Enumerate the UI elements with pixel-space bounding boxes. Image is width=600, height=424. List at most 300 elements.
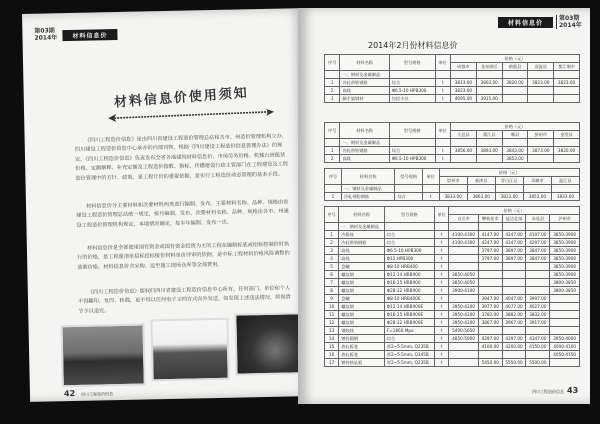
price-cell [550, 319, 580, 327]
seq-cell: 15 [325, 343, 339, 351]
spec-cell: Φ28-32 HRB400E [384, 319, 434, 327]
spec-cell: 综合 [389, 79, 435, 87]
publication-name: 四川工程造价信息 [81, 391, 114, 397]
seq-cell: 3 [325, 95, 340, 103]
city-header: 崇州市 [439, 177, 467, 185]
spec-cell: 厚2~5.5mm, Q235B [384, 343, 434, 351]
price-cell: 4100-4300 [449, 231, 479, 239]
table-body [325, 147, 580, 163]
table-row [325, 231, 580, 239]
table-row [325, 271, 580, 279]
price-cell [502, 279, 526, 287]
price-cell: 3782.00 [478, 311, 502, 319]
issue-year: 2014年 [34, 34, 58, 42]
seq-cell: 8 [325, 287, 339, 295]
table-row [325, 319, 580, 327]
price-cell [526, 287, 550, 295]
seq-cell: 11 [325, 311, 339, 319]
material-name-cell: 冷拔丝 [339, 231, 385, 239]
seq-cell: 1 [325, 193, 342, 201]
col-header-unit: 单位 [435, 123, 450, 139]
section-tag: 材料信息价 [62, 29, 117, 41]
unit-cell: t [434, 239, 448, 247]
price-cell: 3950-4200 [449, 319, 479, 327]
spec-cell: Φ16-25 HRB400E [384, 311, 434, 319]
seq-cell: 3 [325, 247, 339, 255]
city-header: 都江堰市 [554, 63, 580, 71]
price-cell [478, 327, 502, 335]
unit-cell: t [434, 263, 448, 271]
price-cell: 3800-3850 [550, 287, 580, 295]
page-folio-right [532, 386, 578, 395]
price-cell [550, 311, 580, 319]
col-header-unit: 单位 [434, 207, 448, 223]
spec-cell: 综合 [384, 239, 434, 247]
table-row [325, 255, 580, 263]
page-number: 42 [63, 388, 76, 399]
table-row [325, 155, 580, 163]
city-header: 成都市 [451, 63, 477, 71]
col-header-spec: 型号规格 [384, 207, 434, 223]
price-cell: 4000-4100 [550, 343, 580, 351]
table-row [325, 239, 580, 247]
spec-cell: 综合 [384, 231, 434, 239]
city-header: 大邑县 [451, 131, 477, 139]
unit-cell: t [434, 311, 448, 319]
price-cell: 3897.00 [502, 255, 526, 263]
price-cell [554, 87, 580, 95]
material-name-cell: 脚手架钢材 [340, 95, 389, 103]
unit-cell: t [434, 343, 448, 351]
table-row [325, 95, 580, 103]
city-header: 温江县 [551, 177, 579, 185]
price-cell: 4047.00 [502, 295, 526, 303]
city-header: 蒲江县 [476, 131, 502, 139]
price-cell: 4095.00 [451, 95, 477, 103]
seq-cell: 12 [325, 319, 339, 327]
spec-cell: Φ12-14 HRB400 [384, 271, 434, 279]
price-cell: 4247.00 [478, 239, 502, 247]
issue-label [556, 15, 582, 29]
price-cell: 3813.00 [451, 79, 477, 87]
city-header: 青白江区 [495, 177, 523, 185]
seq-cell: 2 [325, 87, 340, 95]
spec-cell: 综合 [389, 147, 435, 155]
price-cell: 3820.00 [554, 147, 580, 155]
material-name-cell: 螺纹钢 [339, 271, 385, 279]
price-cell [502, 287, 526, 295]
unit-cell: t [434, 279, 448, 287]
construction-site-photo [150, 318, 229, 382]
category-label: 一、钢材及金属制品 [340, 139, 389, 147]
category-label: 一、钢材及金属制品 [341, 185, 395, 193]
price-cell: 4297.00 [526, 239, 550, 247]
price-cell [502, 263, 526, 271]
price-cell: 4297.00 [478, 335, 502, 343]
paragraph-3: 材料信息价是全部使用国有资金或国有资金投资为主的工程在编制标底或招标控制价时执行的价格，是工程量清单招标投标报价材料单价评审的依据，是中标工程材料价格风险调整的基准价格。材料信息价含采购、运至施工现场仓库等全部费用。 [77, 241, 290, 271]
spec-cell: Φ8-10 HRB400E [384, 295, 434, 303]
unit-cell: t [435, 79, 450, 87]
col-header-unit: 单位 [422, 169, 439, 185]
price-cell [526, 263, 550, 271]
issue-label [34, 27, 57, 41]
spec-cell: Φ16-25 HRB400 [384, 279, 434, 287]
table-row [325, 193, 580, 201]
seq-cell: 2 [325, 155, 340, 163]
material-name-cell: 螺纹钢 [339, 319, 385, 327]
col-header-name: 材料名称 [339, 207, 385, 223]
price-cell [554, 95, 580, 103]
price-cell [478, 351, 502, 359]
spec-cell: Φ12-14 HRB400E [384, 303, 434, 311]
seq-cell: 14 [325, 335, 339, 343]
col-header-seq: 序号 [325, 123, 340, 139]
seq-cell: 10 [325, 303, 339, 311]
table-row [325, 279, 580, 287]
price-cell: 3797.00 [478, 247, 502, 255]
city-header: 双流县 [528, 63, 554, 71]
city-skyline-photo [61, 324, 146, 388]
spec-cell: 包括卡具 [389, 95, 435, 103]
city-header: 自贡市 [449, 215, 479, 223]
col-header-seq: 序号 [325, 207, 339, 223]
price-cell: 3967.00 [502, 319, 526, 327]
table-row [325, 351, 580, 359]
city-header: 龙泉驿区 [476, 63, 502, 71]
price-cell: 4200.00 [502, 343, 526, 351]
price-cell: 4077.00 [502, 303, 526, 311]
price-cell: 4150.00 [526, 343, 550, 351]
unit-cell: t [422, 193, 439, 201]
price-cell: 3950-4200 [449, 311, 479, 319]
price-cell [526, 271, 550, 279]
price-cell [550, 295, 580, 303]
price-cell: 3850-3900 [550, 255, 580, 263]
col-header-name: 材料名称 [340, 55, 389, 71]
price-cell: 3850-3900 [550, 231, 580, 239]
city-header: 盐边北部 [502, 215, 526, 223]
col-header-seq: 序号 [325, 55, 340, 71]
issue-number: 第03期 [559, 15, 580, 22]
spec-cell: Φ12 HPB300 [384, 255, 434, 263]
price-cell [502, 351, 526, 359]
price-cell: 4100.00 [478, 343, 502, 351]
material-name-cell: 盘螺 [339, 295, 385, 303]
city-header: 金堂县 [554, 131, 580, 139]
price-cell: 3977.00 [478, 303, 502, 311]
col-header-spec: 型号规格 [389, 55, 435, 71]
price-cell: 3832.00 [526, 311, 550, 319]
price-cell: 3897.00 [502, 247, 526, 255]
price-cell: 3850-3900 [550, 263, 580, 271]
price-cell: 3843.00 [502, 147, 528, 155]
material-name-cell: 螺纹钢 [339, 279, 385, 287]
seq-cell: 1 [325, 231, 339, 239]
spec-cell: 厚2~5.5mm, Q235B [384, 359, 434, 367]
price-cell: 3833.00 [551, 193, 579, 201]
price-cell: 3833.00 [439, 193, 467, 201]
page-folio-left [64, 388, 113, 398]
unit-cell: t [435, 147, 450, 155]
price-cell [550, 303, 580, 311]
price-cell [451, 155, 477, 163]
price-cell [554, 155, 580, 163]
unit-cell: t [434, 303, 448, 311]
price-cell [449, 263, 479, 271]
col-header-spec: 型号规格 [395, 169, 422, 185]
price-cell: 3847.00 [526, 247, 550, 255]
price-cell [478, 287, 502, 295]
spec-cell: Φ28-32 HRB400 [384, 287, 434, 295]
page-number: 43 [567, 386, 579, 395]
price-cell [449, 351, 479, 359]
material-name-cell: 高线 [339, 247, 385, 255]
price-cell: 3950-4000 [550, 335, 580, 343]
table-row [325, 343, 580, 351]
category-row [325, 71, 580, 79]
price-cell: 3873.00 [528, 147, 554, 155]
price-cell: 3850-3900 [550, 239, 580, 247]
spec-cell: 综合 [395, 193, 422, 201]
price-cell: 4050-4150 [550, 351, 580, 359]
price-cell: 3893.00 [476, 147, 502, 155]
table-row [325, 87, 580, 95]
category-label: 一、钢材及金属制品 [339, 223, 385, 231]
seq-cell: 4 [325, 255, 339, 263]
unit-cell: t [434, 295, 448, 303]
seq-cell: 6 [325, 271, 339, 279]
seq-cell: 17 [325, 359, 339, 367]
page-title: 材料信息价使用须知 [113, 85, 250, 111]
city-header: 新津县 [467, 177, 495, 185]
table-body [325, 193, 580, 201]
table-row [325, 335, 580, 343]
price-cell: 3850-4050 [449, 271, 479, 279]
price-cell: 3797.00 [478, 255, 502, 263]
publication-name: 四川工程造价信息 [532, 389, 564, 394]
city-header: 彭州市 [528, 131, 554, 139]
spec-cell: 综合 [384, 335, 434, 343]
table-row [325, 287, 580, 295]
price-cell [478, 263, 502, 271]
material-name-cell: 热轧板卷 [339, 343, 385, 351]
spec-cell: Φ6.5-10 HPB300 [389, 87, 435, 95]
unit-cell: t [434, 351, 448, 359]
table-row [325, 295, 580, 303]
price-cell: 3900-4100 [449, 287, 479, 295]
col-header-unit: 单位 [435, 55, 450, 71]
material-name-cell: 螺纹钢 [339, 311, 385, 319]
table-row [325, 327, 580, 335]
price-cell: 3947.00 [478, 295, 502, 303]
price-cell [476, 155, 502, 163]
table-body [325, 231, 580, 367]
price-cell: 5450.00 [478, 359, 502, 367]
table-row [325, 303, 580, 311]
table-title: 2014年2月份材料信息价 [368, 41, 458, 50]
spec-cell: Φ6.5-10 HPB300 [384, 247, 434, 255]
left-page [22, 8, 312, 402]
col-header-name: 材料名称 [340, 123, 389, 139]
seq-cell: 16 [325, 351, 339, 359]
table-row [325, 79, 580, 87]
material-name-cell: 冷轧带肋钢筋 [339, 239, 385, 247]
material-name-cell: 冷轧带肋钢筋 [340, 79, 389, 87]
price-cell [478, 279, 502, 287]
material-name-cell: 镀锌热轧板 [339, 359, 385, 367]
seq-cell: 1 [325, 79, 340, 87]
city-header: 米易县 [526, 215, 550, 223]
paragraph-1: 《四川工程造价信息》是由四川省建设工程造价管理总站和各市、州造价管理机构立办、四川建设工程造价信息中心承办的内部刊物，根据《四川建设工程造价信息管理办法》的规定，《四川工程造价信息》负责发布全省各地建筑材料信息价、市场劳务价格、机械台班租赁价格、定额解释、补充定额及工程造价指数、指标，传播建设行政主管部门在工程建设及工程造价管理中的方针、政策，是工程计价的重要依据，是实行工程造价动态管理的基本手段。 [74, 133, 288, 182]
price-cell: 3823.00 [451, 87, 477, 95]
unit-cell: t [434, 271, 448, 279]
material-name-cell: 镀锌圆钢 [339, 335, 385, 343]
price-cell [449, 255, 479, 263]
material-name-cell: 热轧板卷 [339, 351, 385, 359]
price-cell: 3950-4200 [449, 303, 479, 311]
price-table-dayi [324, 122, 580, 163]
price-cell: 4247.00 [502, 231, 526, 239]
city-header: 郫县 [502, 131, 528, 139]
price-cell [502, 327, 526, 335]
category-row [325, 185, 580, 193]
spec-cell: F=1860 Mpa [384, 327, 434, 335]
price-cell: 3915.00 [476, 95, 502, 103]
price-cell: 5500.00 [526, 359, 550, 367]
price-cell: 4147.00 [478, 231, 502, 239]
paragraph-4: 《四川工程造价信息》版权归四川省建设工程造价信息中心所有，任何部门、单位和个人不得翻印、复印、转载，更不得以任何电子文档方式向外发送，如发现上述违法情况，将视情节予以追究。 [77, 285, 291, 315]
unit-cell: t [434, 255, 448, 263]
price-cell [502, 271, 526, 279]
ornament-divider-icon [106, 109, 276, 123]
price-cell: 3853.00 [502, 155, 528, 163]
unit-cell: t [434, 327, 448, 335]
price-cell: 4197.00 [526, 231, 550, 239]
spec-cell: Φ8-10 HRB400 [384, 263, 434, 271]
spec-cell: 厚2~5.5mm, Q345B [384, 351, 434, 359]
right-page [298, 8, 590, 404]
unit-cell: t [434, 335, 448, 343]
col-header-price: 价格（元） [451, 55, 580, 63]
price-cell [502, 87, 528, 95]
material-name-cell: 螺纹钢 [339, 303, 385, 311]
col-header-name: 材料名称 [341, 169, 395, 185]
price-cell [528, 155, 554, 163]
price-cell: 4100-4300 [449, 239, 479, 247]
price-cell: 3803.00 [476, 79, 502, 87]
table-row [325, 147, 580, 155]
material-name-cell: 高线 [340, 155, 389, 163]
category-label: 一、钢材及金属制品 [340, 71, 389, 79]
table-body [325, 79, 580, 103]
unit-cell: t [434, 359, 448, 367]
col-header-price: 价格（元） [451, 123, 580, 131]
material-name-cell: 冷轧带肋钢筋 [341, 193, 395, 201]
price-cell: 3917.00 [526, 319, 550, 327]
table-row [325, 311, 580, 319]
material-name-cell: 螺纹钢 [339, 287, 385, 295]
category-row [325, 223, 580, 231]
price-cell: 3863.00 [467, 193, 495, 201]
price-cell [449, 247, 479, 255]
material-name-cell: 冷轧带肋钢筋 [340, 147, 389, 155]
price-cell: 3823.00 [495, 193, 523, 201]
price-cell: 4347.00 [502, 239, 526, 247]
price-cell [476, 87, 502, 95]
price-cell [449, 359, 479, 367]
table-row [325, 247, 580, 255]
city-header: 邛崃市 [523, 177, 551, 185]
seq-cell: 13 [325, 327, 339, 335]
price-cell: 3800-3850 [550, 279, 580, 287]
price-cell: 3850-3900 [550, 271, 580, 279]
col-header-price: 价格（元） [449, 207, 580, 215]
issue-year: 2014年 [559, 22, 582, 29]
price-cell [550, 359, 580, 367]
city-header: 泸州市 [550, 215, 580, 223]
col-header-spec: 型号规格 [389, 123, 435, 139]
price-cell [526, 279, 550, 287]
unit-cell: t [434, 319, 448, 327]
price-cell [526, 327, 550, 335]
col-header-seq: 序号 [325, 169, 342, 185]
price-cell: 5550.00 [502, 359, 526, 367]
table-row [325, 359, 580, 367]
seq-cell: 2 [325, 239, 339, 247]
price-cell: 3823.00 [528, 79, 554, 87]
price-table-zigong [324, 206, 580, 367]
price-cell: 3847.00 [526, 255, 550, 263]
price-cell [528, 87, 554, 95]
price-cell [528, 95, 554, 103]
col-header-price: 价格（元） [439, 169, 579, 177]
unit-cell: t [435, 95, 450, 103]
price-cell: 5400-5650 [449, 327, 479, 335]
price-cell: 3850-4050 [449, 279, 479, 287]
table-row [325, 263, 580, 271]
seq-cell: 9 [325, 295, 339, 303]
price-cell: 4850-5000 [449, 335, 479, 343]
seq-cell: 5 [325, 263, 339, 271]
price-table-chengdu [324, 54, 580, 103]
price-cell [526, 351, 550, 359]
price-cell [550, 327, 580, 335]
price-cell: 3882.00 [502, 311, 526, 319]
unit-cell: t [434, 231, 448, 239]
city-header: 新都县 [502, 63, 528, 71]
material-name-cell: 钢绞线 [339, 327, 385, 335]
unit-cell: t [435, 155, 450, 163]
city-header: 攀枝花市 [478, 215, 502, 223]
price-cell [502, 95, 528, 103]
price-cell: 4397.00 [502, 335, 526, 343]
price-cell: 3997.00 [526, 295, 550, 303]
price-cell: 4347.00 [526, 335, 550, 343]
price-cell: 4027.00 [526, 303, 550, 311]
material-name-cell: 高线 [340, 87, 389, 95]
spec-cell: Φ6.5-10 HPB300 [389, 155, 435, 163]
price-cell: 3820.00 [502, 79, 528, 87]
price-cell: 3850-3900 [550, 247, 580, 255]
price-cell: 3853.00 [523, 193, 551, 201]
category-row [325, 139, 580, 147]
price-cell: 3867.00 [478, 319, 502, 327]
seq-cell: 7 [325, 279, 339, 287]
unit-cell: t [435, 87, 450, 95]
section-tag: 材料信息价 [498, 17, 553, 28]
issue-number: 第03期 [34, 27, 55, 35]
material-name-cell: 盘螺 [339, 263, 385, 271]
